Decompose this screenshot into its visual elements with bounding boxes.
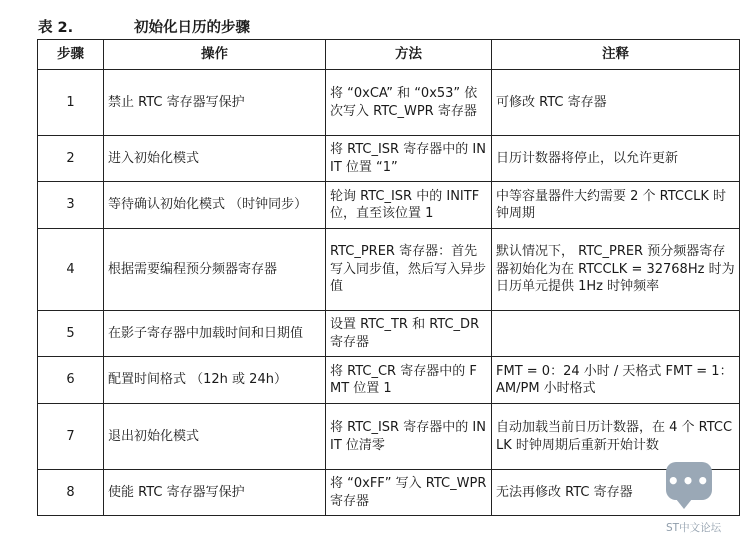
step-note: 无法再修改 RTC 寄存器	[492, 470, 740, 516]
watermark-text: ST中文论坛	[666, 522, 722, 534]
step-number: 4	[38, 229, 104, 311]
step-action: 进入初始化模式	[104, 136, 326, 182]
table-row	[38, 470, 740, 516]
table-row	[38, 311, 740, 357]
step-number: 5	[38, 311, 104, 357]
step-method: RTC_PRER 寄存器：首先写入同步值，然后写入异步值	[326, 229, 492, 311]
step-method: 将 RTC_ISR 寄存器中的 INIT 位置 “1”	[326, 136, 492, 182]
step-note: 自动加载当前日历计数器，在 4 个 RTCCLK 时钟周期后重新开始计数	[492, 404, 740, 470]
header-note: 注释	[492, 40, 740, 70]
step-number: 2	[38, 136, 104, 182]
step-method: 设置 RTC_TR 和 RTC_DR 寄存器	[326, 311, 492, 357]
table-number: 表 2.	[38, 19, 74, 36]
step-action: 配置时间格式 （12h 或 24h）	[104, 357, 326, 404]
step-method: 轮询 RTC_ISR 中的 INITF 位，直至该位置 1	[326, 182, 492, 229]
step-number: 7	[38, 404, 104, 470]
table-caption	[38, 14, 250, 38]
table-row	[38, 182, 740, 229]
step-note: FMT = 0：24 小时 / 天格式 FMT = 1：AM/PM 小时格式	[492, 357, 740, 404]
step-number: 1	[38, 70, 104, 136]
chat-bubble-icon: •••	[666, 462, 712, 500]
table-row	[38, 70, 740, 136]
step-method: 将 RTC_ISR 寄存器中的 INIT 位清零	[326, 404, 492, 470]
step-action: 在影子寄存器中加载时间和日期值	[104, 311, 326, 357]
step-action: 等待确认初始化模式 （时钟同步）	[104, 182, 326, 229]
table-row	[38, 136, 740, 182]
forum-watermark	[662, 458, 742, 538]
table-row	[38, 229, 740, 311]
table-title: 初始化日历的步骤	[134, 19, 250, 36]
header-row	[38, 40, 740, 70]
step-note	[492, 311, 740, 357]
step-method: 将 RTC_CR 寄存器中的 FMT 位置 1	[326, 357, 492, 404]
step-note: 默认情况下， RTC_PRER 预分频器寄存器初始化为在 RTCCLK = 32768Hz 时为日历单元提供 1Hz 时钟频率	[492, 229, 740, 311]
step-number: 3	[38, 182, 104, 229]
header-step: 步骤	[38, 40, 104, 70]
step-action: 退出初始化模式	[104, 404, 326, 470]
header-action: 操作	[104, 40, 326, 70]
step-action: 使能 RTC 寄存器写保护	[104, 470, 326, 516]
step-action: 禁止 RTC 寄存器写保护	[104, 70, 326, 136]
step-number: 8	[38, 470, 104, 516]
table-row	[38, 404, 740, 470]
step-note: 可修改 RTC 寄存器	[492, 70, 740, 136]
step-note: 日历计数器将停止，以允许更新	[492, 136, 740, 182]
rtc-init-steps-table	[37, 39, 740, 516]
step-note: 中等容量器件大约需要 2 个 RTCCLK 时钟周期	[492, 182, 740, 229]
step-method: 将 “0xFF” 写入 RTC_WPR 寄存器	[326, 470, 492, 516]
step-method: 将 “0xCA” 和 “0x53” 依次写入 RTC_WPR 寄存器	[326, 70, 492, 136]
step-action: 根据需要编程预分频器寄存器	[104, 229, 326, 311]
step-number: 6	[38, 357, 104, 404]
header-method: 方法	[326, 40, 492, 70]
table-row	[38, 357, 740, 404]
